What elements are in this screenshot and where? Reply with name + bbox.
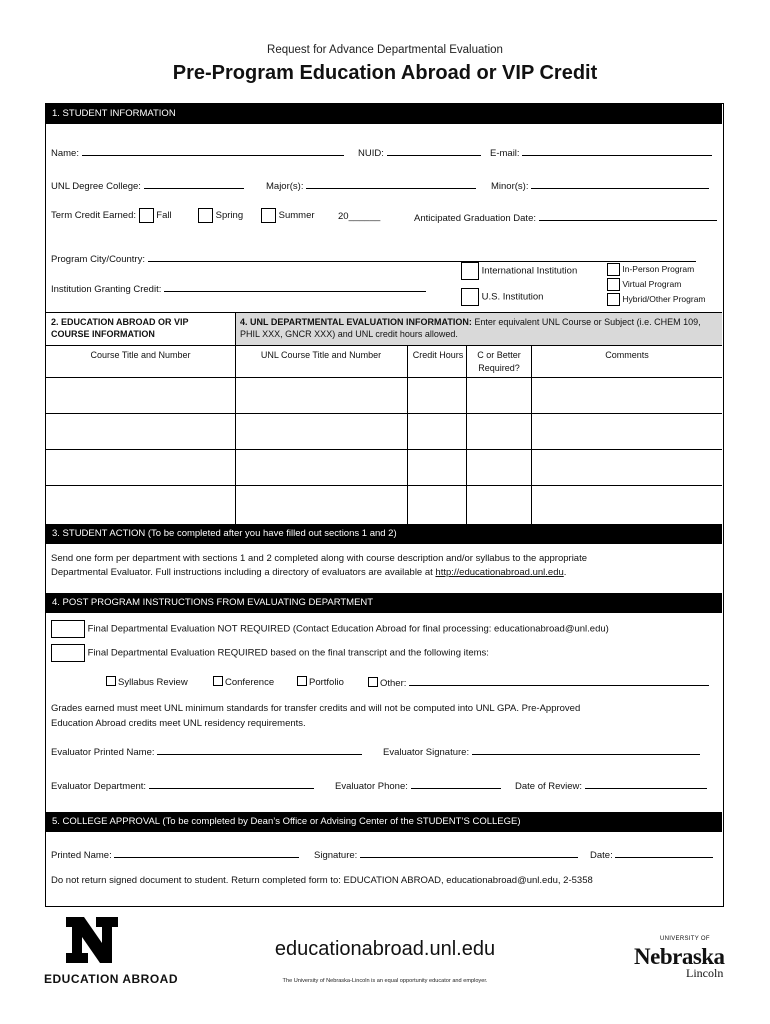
institution-label: Institution Granting Credit:	[51, 284, 162, 295]
grad-field[interactable]	[539, 211, 717, 221]
form-container: 1. STUDENT INFORMATION Name: NUID: E-mail: UNL Degree College: Major(s): Minor(s): Term Credit Earned: Fall Spring Summer 20______ Anticipated Graduation Date: Program City/Country: International Institution U.S. Institution Institution Granting Credit: In-Person Program Virtual Program Hybrid/Other Program 2. EDUCATION ABROAD OR VIP COURSE INFORMATION 4. UNL DEPARTMENTAL EVALUATION INFORMATION: Enter equivalent UNL Course or Subject (i.e. CHEM 109, PHIL XXX, GNCR XXX) and UNL credit hours allowed. Course Title and Number UNL Course Title and Number Credit Hours C or Better Required? Comments 3. STUDENT ACTION (To be completed after you have filled out sections 1 and 2) Send one form per department with sections 1 and 2 completed along with course description and/or syllabus to the appropriate Departmental Evaluator. Full instructions including a directory of evaluators are available at http://educationabroad.unl.edu. 4. POST PROGRAM INSTRUCTIONS FROM EVALUATING DEPARTMENT Final Departmental Evaluation NOT REQUIRED (Contact Education Abroad for final processing: educationabroad@unl.edu) Final Departmental Evaluation REQUIRED based on the final transcript and the following items: Syllabus Review Conference Portfolio Other: Grades earned must meet UNL minimum standards for transfer credits and will not be computed into UNL GPA. Pre-Approved Education Abroad credits meet UNL residency requirements. Evaluator Printed Name: Evaluator Signature: Evaluator Department: Evaluator Phone: Date of Review: 5. COLLEGE APPROVAL (To be completed by Dean’s Office or Advising Center of the STUDENT’S COLLEGE) Printed Name: Signature: Date: Do not return signed document to student. Return completed form to: EDUCATION ABROAD, educationabroad@unl.edu, 2-5358	[45, 103, 724, 907]
evaluator-phone-field[interactable]	[411, 779, 501, 789]
review-date-field[interactable]	[585, 779, 707, 789]
not-required-checkbox[interactable]	[51, 620, 85, 638]
intl-checkbox[interactable]	[461, 262, 479, 280]
intl-label: International Institution	[481, 265, 578, 277]
name-label: Name:	[51, 148, 79, 159]
form-subtitle: Request for Advance Departmental Evaluation	[267, 44, 503, 56]
us-label: U.S. Institution	[481, 291, 544, 303]
portfolio-label: Portfolio	[309, 677, 344, 688]
section-5-bar: 5. COLLEGE APPROVAL (To be completed by Dean’s Office or Advising Center of the STUDENT’S COLLEGE)	[46, 812, 722, 832]
other-field[interactable]	[409, 676, 709, 686]
hybrid-label: Hybrid/Other Program	[622, 293, 706, 304]
majors-label: Major(s):	[266, 181, 304, 192]
college-label: UNL Degree College:	[51, 181, 141, 192]
table-row[interactable]	[46, 450, 722, 485]
signature-label: Signature:	[314, 850, 358, 861]
not-required-label: Final Departmental Evaluation NOT REQUIRED (Contact Education Abroad for final processing: educationabroad@unl.edu)	[87, 623, 609, 635]
education-abroad-link[interactable]: http://educationabroad.unl.edu	[435, 567, 564, 578]
summer-label: Summer	[278, 210, 315, 222]
section-3-text-2: Departmental Evaluator. Full instructions including a directory of evaluators are available at	[51, 567, 433, 578]
portfolio-checkbox[interactable]	[297, 676, 307, 686]
email-field[interactable]	[522, 146, 712, 156]
summer-checkbox[interactable]	[261, 208, 276, 223]
required-label: Final Departmental Evaluation REQUIRED based on the final transcript and the following items:	[87, 647, 489, 659]
section-1-bar: 1. STUDENT INFORMATION	[46, 104, 722, 124]
minors-label: Minor(s):	[491, 181, 529, 192]
nuid-label: NUID:	[358, 148, 384, 159]
table-row[interactable]	[46, 486, 722, 524]
fall-checkbox[interactable]	[139, 208, 154, 223]
virtual-label: Virtual Program	[622, 278, 682, 289]
college-field[interactable]	[144, 179, 244, 189]
equal-opportunity-text: The University of Nebraska-Lincoln is an equal opportunity educator and employer.	[282, 978, 488, 984]
inperson-checkbox[interactable]	[607, 263, 620, 276]
city-label: Program City/Country:	[51, 254, 145, 265]
signature-field[interactable]	[360, 848, 578, 858]
col-unl-course: UNL Course Title and Number	[260, 350, 382, 360]
evaluator-dept-label: Evaluator Department:	[51, 781, 147, 792]
other-checkbox[interactable]	[368, 677, 378, 687]
spring-label: Spring	[215, 210, 244, 222]
evaluator-signature-label: Evaluator Signature:	[383, 747, 470, 758]
grades-text-2: Education Abroad credits meet UNL residency requirements.	[51, 718, 306, 729]
return-instructions: Do not return signed document to student. Return completed form to: EDUCATION ABROAD, educationabroad@unl.edu, 2-5358	[51, 875, 593, 886]
inperson-label: In-Person Program	[622, 263, 695, 274]
section-2-header: 2. EDUCATION ABROAD OR VIP COURSE INFORMATION	[51, 317, 189, 339]
col-comments: Comments	[605, 350, 649, 360]
col-cbetter: C or Better Required?	[477, 350, 521, 373]
evaluator-dept-field[interactable]	[149, 779, 314, 789]
term-label: Term Credit Earned:	[51, 210, 137, 222]
printed-name-label: Printed Name:	[51, 850, 112, 861]
evaluator-signature-field[interactable]	[472, 745, 700, 755]
section-3-bar: 3. STUDENT ACTION (To be completed after you have filled out sections 1 and 2)	[46, 524, 722, 544]
email-label: E-mail:	[490, 148, 520, 159]
footer-site: educationabroad.unl.edu	[274, 938, 496, 960]
other-label: Other:	[380, 678, 407, 689]
city-field[interactable]	[148, 252, 696, 262]
date-field[interactable]	[615, 848, 713, 858]
year-field[interactable]: 20______	[338, 211, 381, 222]
syllabus-label: Syllabus Review	[118, 677, 188, 688]
grades-text-1: Grades earned must meet UNL minimum standards for transfer credits and will not be computed into UNL GPA. Pre-Approved	[51, 703, 581, 714]
unl-wordmark-city: Lincoln	[686, 966, 724, 980]
institution-field[interactable]	[164, 282, 426, 292]
majors-field[interactable]	[306, 179, 476, 189]
printed-name-field[interactable]	[114, 848, 299, 858]
evaluator-phone-label: Evaluator Phone:	[335, 781, 408, 792]
review-date-label: Date of Review:	[515, 781, 583, 792]
conference-checkbox[interactable]	[213, 676, 223, 686]
section-4-header: 4. UNL DEPARTMENTAL EVALUATION INFORMATION: Enter equivalent UNL Course or Subject (i.e. CHEM 109, PHIL XXX, GNCR XXX) and UNL credit hours allowed.	[240, 317, 701, 339]
required-checkbox[interactable]	[51, 644, 85, 662]
unl-wordmark: Nebraska	[634, 944, 725, 969]
hybrid-checkbox[interactable]	[607, 293, 620, 306]
conference-label: Conference	[225, 677, 275, 688]
spring-checkbox[interactable]	[198, 208, 213, 223]
education-abroad-logo-text: EDUCATION ABROAD	[44, 972, 178, 986]
evaluator-name-label: Evaluator Printed Name:	[51, 747, 155, 758]
col-credit: Credit Hours	[412, 350, 464, 360]
col-ea-course: Course Title and Number	[90, 350, 191, 360]
table-row[interactable]	[46, 378, 722, 413]
section-4-bar: 4. POST PROGRAM INSTRUCTIONS FROM EVALUATING DEPARTMENT	[46, 593, 722, 613]
unl-wordmark-small: UNIVERSITY OF	[660, 936, 710, 942]
date-label: Date:	[590, 850, 613, 861]
table-row[interactable]	[46, 414, 722, 449]
form-title: Pre-Program Education Abroad or VIP Credit	[172, 62, 598, 84]
virtual-checkbox[interactable]	[607, 278, 620, 291]
nuid-field[interactable]	[387, 146, 481, 156]
evaluator-name-field[interactable]	[157, 745, 362, 755]
syllabus-checkbox[interactable]	[106, 676, 116, 686]
minors-field[interactable]	[531, 179, 709, 189]
grad-label: Anticipated Graduation Date:	[414, 213, 536, 224]
name-field[interactable]	[82, 146, 344, 156]
us-checkbox[interactable]	[461, 288, 479, 306]
fall-label: Fall	[156, 210, 172, 222]
section-3-text-1: Send one form per department with sections 1 and 2 completed along with course description and/or syllabus to the appropriate	[51, 553, 588, 564]
